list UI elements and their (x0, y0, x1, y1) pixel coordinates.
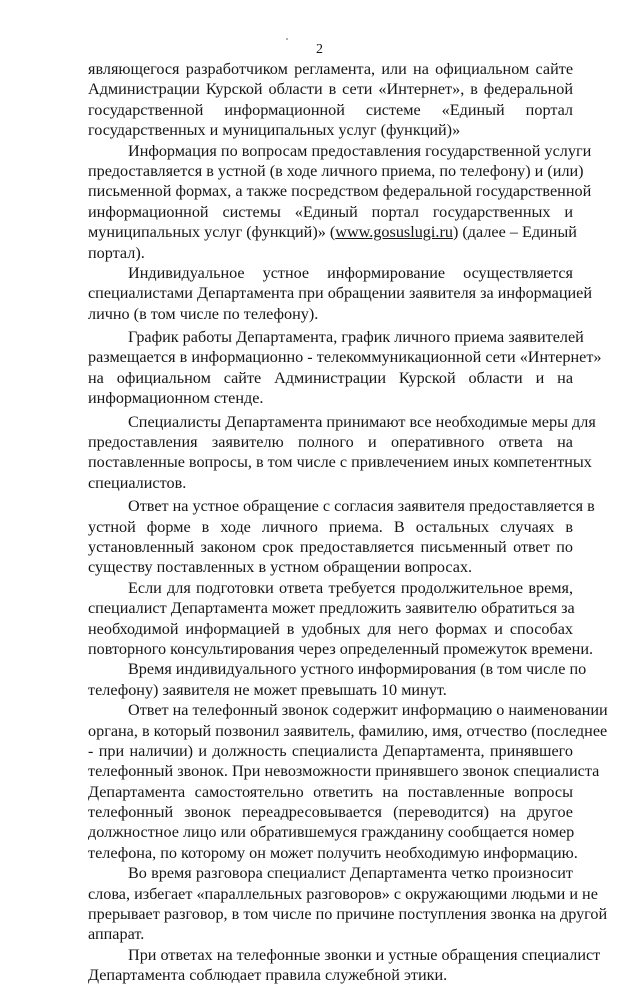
text-line: размещается в информационно - телекоммуникационной сети «Интернет» (88, 348, 602, 367)
text-line: телефона, по которому он может получить необходимую информацию. (88, 843, 578, 862)
text-line: специалист Департамента может предложить заявителю обратиться за (88, 599, 575, 618)
text-line: телефону) заявителя не может превышать 10 минут. (88, 680, 447, 699)
text-line: портал). (88, 243, 145, 262)
text-line: органа, в который позвонил заявитель, фамилию, имя, отчество (последнее (88, 721, 608, 740)
text-line: Департамента соблюдает правила служебной этики. (88, 966, 448, 985)
text-line: специалистами Департамента при обращении заявителя за информацией (88, 284, 593, 303)
text-line: письменной формах, а также посредством федеральной государственной (88, 182, 592, 201)
text-line: на официальном сайте Администрации Курской области и на (88, 368, 573, 387)
text-line: должностное лицо или обратившемуся гражданину сообщается номер (88, 823, 575, 842)
text-line: специалистов. (88, 473, 187, 492)
page-number: 2 (316, 42, 323, 57)
text-line: поставленные вопросы, в том числе с привлечением иных компетентных (88, 453, 592, 472)
text-line: При ответах на телефонные звонки и устные обращения специалист (128, 945, 601, 964)
text-line: лично (в том числе по телефону). (88, 304, 319, 323)
text-line: - при наличии) и должность специалиста Департамента, принявшего (88, 741, 573, 760)
scan-speck (286, 38, 288, 40)
text-line: повторного консультирования через определенный промежуток времени. (88, 639, 594, 658)
text-line: слова, избегает «параллельных разговоров» с окружающими людьми и не (88, 884, 598, 903)
text-segment: ) (далее – Единый (452, 223, 577, 242)
text-line: Время индивидуального устного информирования (в том числе по (128, 660, 587, 679)
text-line: Ответ на устное обращение с согласия заявителя предоставляется в (128, 497, 595, 516)
text-line: Ответ на телефонный звонок содержит информацию о наименовании (128, 701, 608, 720)
text-line: государственной информационной системе «Единый портал (88, 100, 573, 119)
text-line: Информация по вопросам предоставления государственной услуги (128, 141, 592, 160)
text-line: прерывает разговор, в том числе по причине поступления звонка на другой (88, 905, 608, 924)
text-line: Департамента самостоятельно ответить на поставленные вопросы (88, 782, 573, 801)
text-line: телефонный звонок. При невозможности принявшего звонок специалиста (88, 762, 600, 781)
text-line (88, 222, 577, 242)
text-line: устной форме в ходе личного приема. В остальных случаях в (88, 517, 573, 536)
text-line: являющегося разработчиком регламента, или на официальном сайте (88, 60, 573, 78)
text-line: Администрации Курской области в сети «Интернет», в федеральной (88, 80, 573, 99)
text-line: Специалисты Департамента принимают все необходимые меры для (128, 412, 596, 431)
text-line: государственных и муниципальных услуг (функций)» (88, 121, 461, 140)
text-line: предоставляется в устной (в ходе личного приема, по телефону) и (или) (88, 161, 584, 180)
text-line: существу поставленных в устном обращении вопросах. (88, 558, 473, 577)
text-line: телефонный звонок переадресовывается (переводится) на другое (88, 803, 573, 822)
text-line: Индивидуальное устное информирование осуществляется (128, 263, 573, 282)
text-line: Если для подготовки ответа требуется продолжительное время, (128, 578, 573, 597)
text-line: аппарат. (88, 925, 145, 944)
text-line: установленный законом срок предоставляется письменный ответ по (88, 537, 573, 556)
text-segment: муниципальных услуг (функций)» ( (88, 223, 336, 242)
text-line: Во время разговора специалист Департамента четко произносит (128, 864, 573, 883)
text-line: информационном стенде. (88, 389, 264, 408)
text-line: информационной системы «Единый портал государственных и (88, 202, 573, 221)
document-body (88, 59, 608, 986)
gosuslugi-link[interactable]: www.gosuslugi.ru (335, 223, 453, 242)
text-line: необходимой информацией в удобных для него формах и способах (88, 619, 573, 638)
text-line: предоставления заявителю полного и оперативного ответа на (88, 433, 573, 452)
text-line: График работы Департамента, график личного приема заявителей (128, 328, 584, 347)
